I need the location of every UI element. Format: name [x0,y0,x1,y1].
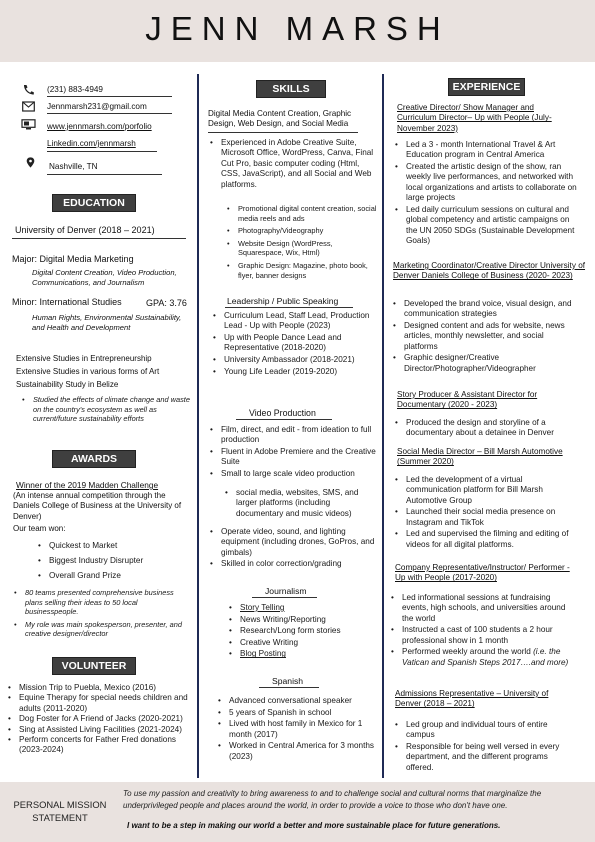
experience-job-list [393,299,579,375]
list-item: • Instructed a cast of 100 students a 2 hour professional show in 1 month [391,625,579,646]
skills-spanish-rule [259,687,319,688]
list-item: • Lived with host family in Mexico for 1 month (2017) [218,719,378,740]
list-item: • Website Design (WordPress, Squarespace, Wix, Html) [227,239,379,258]
education-school-rule [12,238,186,239]
awards-title: Winner of the 2019 Madden Challenge [16,480,159,490]
awards-heading: AWARDS [52,450,136,468]
contact-location: Nashville, TN [49,162,98,171]
contact-location-rule [47,174,162,175]
skills-spanish-title: Spanish [272,676,304,686]
skills-video-sublist [225,488,378,520]
education-ext-1: Extensive Studies in Entrepreneurship [16,354,152,363]
education-ext-bullets [22,395,190,425]
list-item: • Fluent in Adobe Premiere and the Creative Suite [210,447,380,468]
list-item: • Led informational sessions at fundraising events, high schools, and universities around the world [391,593,579,624]
skills-video-rule [236,419,332,420]
experience-job-list [391,593,579,669]
list-item: • Film, direct, and edit - from ideation to full production [210,425,380,446]
header-band [0,0,595,62]
education-major-desc: Digital Content Creation, Video Production, Communications, and Journalism [32,268,177,287]
contact-phone[interactable]: (231) 883-4949 [47,85,103,94]
education-minor [12,297,122,307]
list-item: • Produced the design and storyline of a documentary about a detainee in Denver [395,418,577,439]
list-item: • Research/Long form stories [229,626,379,636]
list-item: • Biggest Industry Disrupter [38,556,188,566]
list-item: • University Ambassador (2018-2021) [213,355,378,365]
contact-email[interactable]: Jennmarsh231@gmail.com [47,102,147,111]
education-ext-3: Sustainability Study in Belize [16,380,119,389]
experience-job-title: Admissions Representative – University of Denver (2018 – 2021) [395,689,549,709]
list-item: • Sing at Assisted Living Facilities (2021-2024) [8,725,193,735]
list-item: • Led group and individual tours of entire campus [395,720,577,741]
list-item: • Dog Foster for A Friend of Jacks (2020-2021) [8,714,193,724]
list-item: • Experienced in Adobe Creative Suite, Microsoft Office, WordPress, Canva, Final Cut Pro, basic computer coding (Html, CSS, JavaScript), and all Social and Web platforms. [210,138,378,190]
list-item: • Graphic Design: Magazine, photo book, flyer, banner designs [227,261,379,280]
mission-line-1: To use my passion and creativity to bring awareness to and to challenge social and cultural norms that marginalize the underprivileged people and places around the world, in order to provide a voice to those who don't have one. [123,789,542,810]
education-minor-desc: Human Rights, Environmental Sustainability, and Health and Development [32,313,182,332]
list-item: • Small to large scale video production [210,469,380,479]
skills-leadership-rule [225,307,353,308]
list-item: • Designed content and ads for website, news articles, monthly newsletter, and social platforms [393,321,579,352]
list-item: • My role was main spokesperson, presenter, and creative designer/director [14,620,186,639]
skills-journalism-rule [252,597,317,598]
education-gpa: GPA: 3.76 [146,298,187,308]
contact-linkedin-rule [47,151,157,152]
list-item: • Curriculum Lead, Staff Lead, Production Lead - Up with People (2023) [213,311,378,332]
list-item: • Led a 3 - month International Travel & Art Education program in Central America [395,140,577,161]
list-item: • Created the artistic design of the show, ran weekly live performances, and networked with local organizations and artists to collaborate on large projects [395,162,577,204]
column-divider-left [197,74,199,778]
mission-footer [0,782,595,842]
list-item: • Studied the effects of climate change and waste on the country's ecosystem as well as current/future sustainability efforts [22,395,190,424]
list-item: • Young Life Leader (2019-2020) [213,367,378,377]
column-divider-right [382,74,384,778]
list-item: • Developed the brand voice, visual design, and communication strategies [393,299,579,320]
experience-job-list [395,140,577,248]
list-item: • Quickest to Market [38,541,188,551]
list-item: • News Writing/Reporting [229,615,379,625]
education-major-value: Digital Media Marketing [39,254,134,264]
list-item: • Promotional digital content creation, social media reels and ads [227,204,379,223]
skills-leadership-list [213,311,378,378]
experience-job-list [395,720,577,774]
education-major [12,254,134,264]
skills-spanish-list [218,696,378,763]
list-item: • Overall Grand Prize [38,571,188,581]
list-item: • Blog Posting [229,649,379,659]
experience-performed-italic: (i.e. the Vatican and Spanish Steps 2017….and more) [402,647,569,667]
list-item: • Operate video, sound, and lighting equipment (including drones, GoPros, and gimbals) [210,527,380,558]
experience-job-title: Social Media Director – Bill Marsh Automotive (Summer 2020) [397,447,563,467]
skills-journalism-list [229,603,379,661]
skills-video-list-2 [210,527,380,571]
experience-job-title: Creative Director/ Show Manager and Curriculum Director– Up with People (July-November 2023) [397,103,552,133]
list-item: • social media, websites, SMS, and larger platforms (including documentary and music videos) [225,488,378,519]
experience-heading: EXPERIENCE [448,78,525,96]
experience-job-list [395,475,577,551]
list-item: • Equine Therapy for special needs children and adults (2011-2020) [8,693,193,714]
skills-video-list [210,425,380,481]
computer-icon [21,119,36,130]
contact-email-rule [47,113,172,114]
mission-line-2: I want to be a step in making our world a better and more sustainable place for future generations. [127,821,501,830]
experience-job-title: Story Producer & Assistant Director for Documentary (2020 - 2023) [397,390,538,410]
experience-job-list [395,418,577,440]
contact-linkedin[interactable]: Linkedin.com/jennmarsh [47,139,136,148]
skills-journalism-title: Journalism [265,586,307,596]
awards-team: Our team won: [13,524,66,533]
contact-website[interactable]: www.jennmarsh.com/porfolio [47,122,152,131]
list-item: • Creative Writing [229,638,379,648]
list-item: • Perform concerts for Father Fred donations (2023-2024) [8,735,193,756]
list-item: • Worked in Central America for 3 months (2023) [218,741,378,762]
mission-label: PERSONAL MISSION STATEMENT [13,799,107,823]
experience-performed-text: Performed weekly around the world [402,647,531,657]
list-item: • Responsible for being well versed in every department, and the different programs offered. [395,742,577,773]
envelope-icon [22,101,35,112]
awards-desc: (An intense annual competition through the Daniels College of Business at the University of Denver) [13,491,182,521]
experience-job-title: Marketing Coordinator/Creative Director University of Denver Daniels College of Business (2020- 2023) [393,261,586,281]
education-ext-2: Extensive Studies in various forms of Art [16,367,160,376]
contact-phone-rule [47,96,172,97]
skills-digital-rule [208,132,358,133]
awards-notes [14,588,186,640]
list-item: • Led and supervised the filming and editing of videos for all digital platforms. [395,529,577,550]
list-item: • Up with People Dance Lead and Representative (2018-2020) [213,333,378,354]
skills-digital-title: Digital Media Content Creation, Graphic Design, Web Design, and Social Media [208,109,352,129]
skills-video-title: Video Production [249,408,316,418]
list-item: • Advanced conversational speaker [218,696,378,706]
list-item: • Story Telling [229,603,379,613]
education-school: University of Denver (2018 – 2021) [15,225,155,235]
list-item: • Mission Trip to Puebla, Mexico (2016) [8,683,193,693]
list-item: • Photography/Videography [227,226,379,236]
education-minor-value: International Studies [39,297,122,307]
education-heading: EDUCATION [52,194,136,212]
awards-list [38,541,188,582]
experience-job-title: Company Representative/Instructor/ Performer - Up with People (2017-2020) [395,563,570,583]
list-item: • 80 teams presented comprehensive business plans selling their ideas to 50 local businesspeople. [14,588,186,617]
list-item: • Launched their social media presence on Instagram and TikTok [395,507,577,528]
list-item: • Led the development of a virtual communication platform for Bill Marsh Automotive Group [395,475,577,506]
location-pin-icon [24,157,37,168]
phone-icon [22,84,35,95]
volunteer-list [8,683,193,756]
skills-heading: SKILLS [256,80,326,98]
skills-leadership-title: Leadership / Public Speaking [227,296,339,306]
volunteer-heading: VOLUNTEER [52,657,136,675]
education-major-label: Major: [12,254,38,264]
list-item: • Skilled in color correction/grading [210,559,380,569]
resume-name: JENN MARSH [145,10,450,47]
list-item: • 5 years of Spanish in school [218,708,378,718]
list-item [391,647,579,668]
skills-digital-sublist [227,204,379,281]
education-minor-label: Minor: [12,297,38,307]
list-item: • Led daily curriculum sessions on cultural and global competency and artistic campaigns on the UN 2050 SDGs (Sustainable Development Goals) [395,205,577,247]
skills-digital-list [210,138,378,191]
list-item: • Graphic designer/Creative Director/Photographer/Videographer [393,353,579,374]
